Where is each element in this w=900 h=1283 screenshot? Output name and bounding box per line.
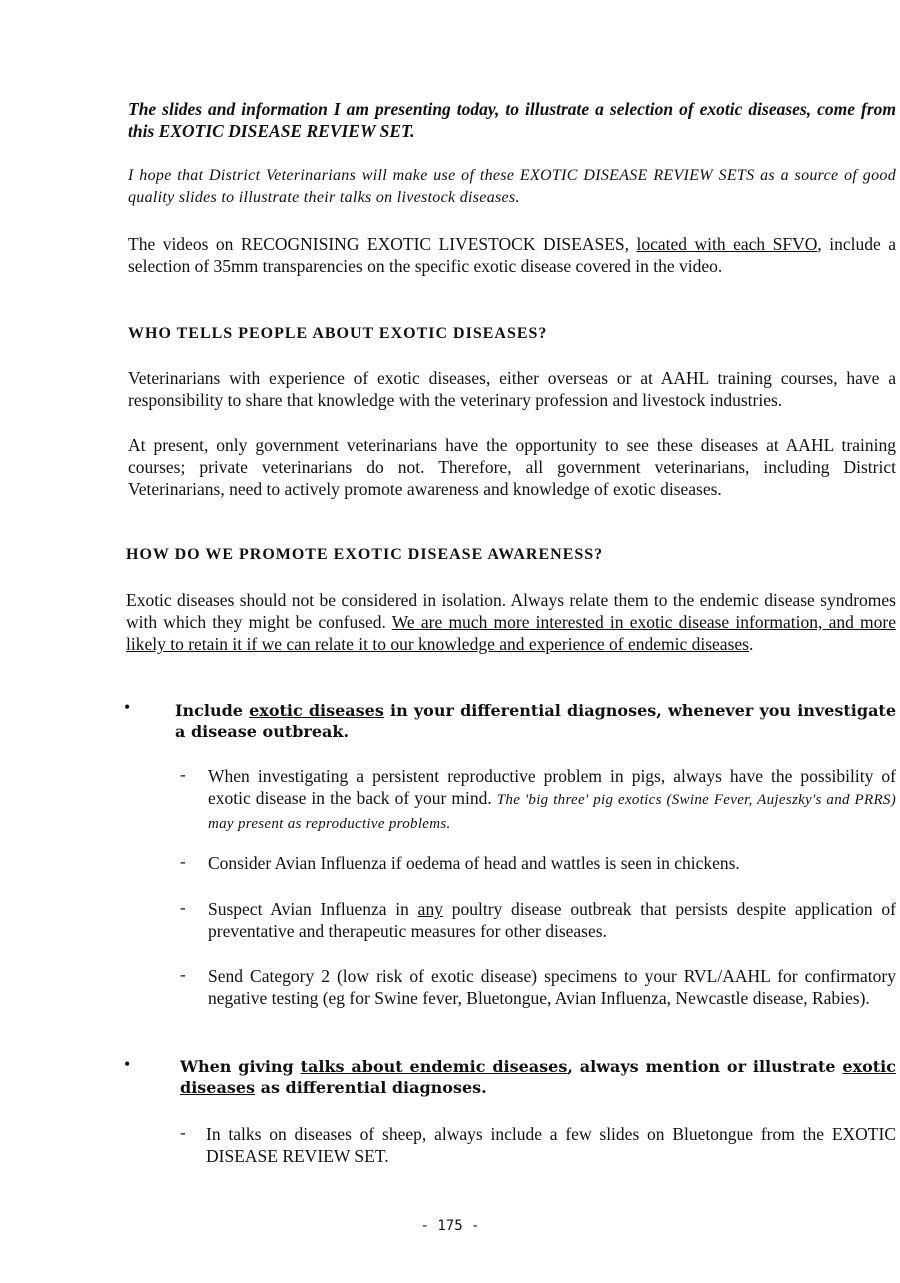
section-heading-who-tells: WHO TELLS PEOPLE ABOUT EXOTIC DISEASES? bbox=[128, 325, 548, 342]
interest-underline: We are much more interested in exotic disease information, and more likely to retain it if we can relate it to our knowledge and experience of endemic diseases bbox=[126, 612, 897, 654]
bullet-2-text: When giving talks about endemic diseases, always mention or illustrate exotic diseases as differential diagnoses. bbox=[180, 1057, 896, 1097]
bullet-1-marker: • bbox=[124, 697, 131, 717]
sub-item-3-text: Suspect Avian Influenza in any poultry disease outbreak that persists despite application of preventative and therapeutic measures for other diseases. bbox=[208, 899, 896, 941]
sub-item-1-marker: - bbox=[180, 765, 186, 784]
intro-paragraph-3: The videos on RECOGNISING EXOTIC LIVESTOCK DISEASES, located with each SFVO, include a selection of 35mm transparencies on the specific exotic disease covered in the video. bbox=[128, 234, 897, 276]
sub-item-2-marker: - bbox=[180, 852, 186, 871]
page-number: - 175 - bbox=[420, 1218, 480, 1234]
sfvo-underline: located with each SFVO bbox=[636, 234, 818, 254]
bullet-1-text: Include exotic diseases in your differential diagnoses, whenever you investigate a disease outbreak. bbox=[175, 701, 897, 741]
sub-item-4-marker: - bbox=[180, 965, 186, 984]
sub-item-5-text: In talks on diseases of sheep, always include a few slides on Bluetongue from the EXOTIC DISEASE REVIEW SET. bbox=[206, 1124, 896, 1166]
section1-paragraph-1: Veterinarians with experience of exotic diseases, either overseas or at AAHL training courses, have a responsibility to share that knowledge with the veterinary profession and livestock industries. bbox=[128, 368, 896, 410]
sub-item-2-text: Consider Avian Influenza if oedema of head and wattles is seen in chickens. bbox=[208, 853, 740, 873]
intro-paragraph-2: I hope that District Veterinarians will make use of these EXOTIC DISEASE REVIEW SETS as a source of good quality slides to illustrate their talks on livestock diseases. bbox=[128, 167, 896, 206]
sub-item-5-marker: - bbox=[180, 1123, 186, 1142]
sub-item-1-text: When investigating a persistent reproductive problem in pigs, always have the possibility of exotic disease in the back of your mind. The 'big three' pig exotics (Swine Fever, Aujeszky's and PRRS) may present as reproductive problems. bbox=[208, 766, 897, 832]
section-heading-how-promote: HOW DO WE PROMOTE EXOTIC DISEASE AWARENESS? bbox=[126, 546, 604, 563]
sub-item-4-text: Send Category 2 (low risk of exotic disease) specimens to your RVL/AAHL for confirmatory negative testing (eg for Swine fever, Bluetongue, Avian Influenza, Newcastle disease, Rabies). bbox=[208, 966, 896, 1008]
sub-item-3-marker: - bbox=[180, 898, 186, 917]
section2-paragraph-1: Exotic diseases should not be considered in isolation. Always relate them to the endemic disease syndromes with which they might be confused. We are much more interested in exotic disease information, and more likely to retain it if we can relate it to our knowledge and experience of endemic diseases. bbox=[126, 590, 897, 654]
bullet-2-marker: • bbox=[124, 1054, 131, 1074]
section1-paragraph-2: At present, only government veterinarians have the opportunity to see these diseases at AAHL training courses; private veterinarians do not. Therefore, all government veterinarians, including District Veterinarians, need to actively promote awareness and knowledge of exotic diseases. bbox=[128, 435, 896, 499]
intro-paragraph-1: The slides and information I am presenting today, to illustrate a selection of exotic diseases, come from this EXOTIC DISEASE REVIEW SET. bbox=[128, 99, 896, 141]
